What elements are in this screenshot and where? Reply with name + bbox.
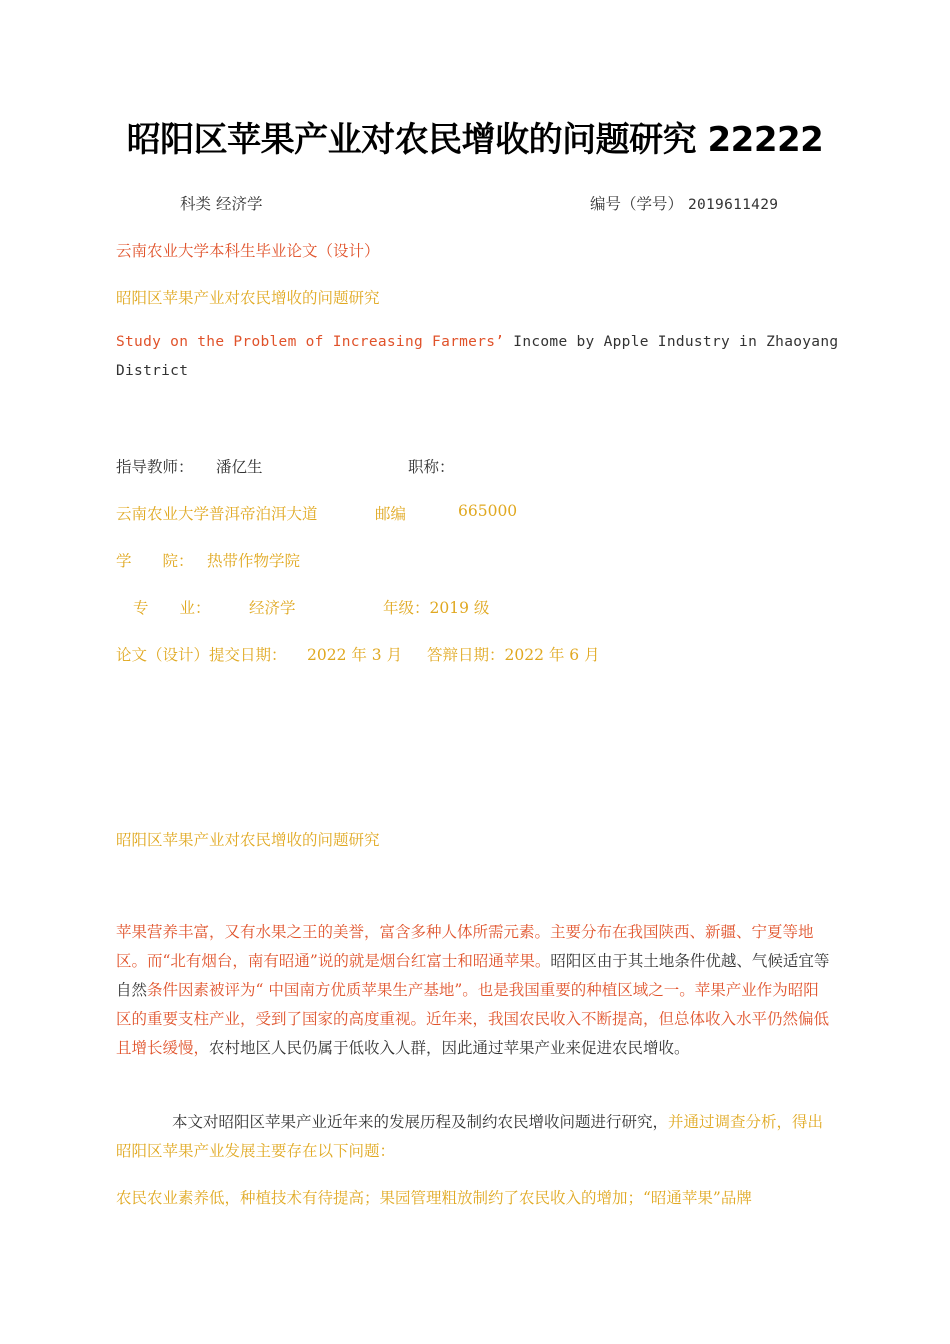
- english-title-part1: Study on the Problem of Increasing Farmers’: [116, 334, 505, 350]
- zip-value: 665000: [458, 502, 518, 520]
- category-value: 经济学: [215, 195, 263, 213]
- paragraph2-segment-gold: 并通过调查分析，得出昭阳区苹果产业发展主要存在以下问题：: [116, 1113, 824, 1160]
- english-title-line1: [116, 334, 838, 350]
- paragraph1-segment-dark2: 农村地区人民仍属于低收入人群，因此通过苹果产业来促进农民增收。: [209, 1039, 690, 1057]
- abstract-paragraph-3: 农民农业素养低，种植技术有待提高；果园管理粗放制约了农民收入的增加；“昭通苹果”品牌: [116, 1189, 752, 1207]
- college-label: 学 院：: [116, 552, 194, 570]
- zip-label: 邮编: [375, 505, 407, 523]
- college-value: 热带作物学院: [207, 552, 301, 570]
- page-title: 昭阳区苹果产业对农民增收的问题研究 22222: [126, 120, 824, 160]
- paragraph1-segment-red2: 条件因素被评为“ 中国南方优质苹果生产基地”。也是我国重要的种植区域之一。苹果产业作为昭阳区的重要支柱产业，受到了国家的高度重视。近年来，我国农民收入不断提高，但总体收入水平仍然偏低且增长缓慢，: [116, 981, 830, 1057]
- rank-label: 职称：: [408, 458, 455, 476]
- abstract-title: 昭阳区苹果产业对农民增收的问题研究: [116, 831, 380, 849]
- grade-value: 年级：2019 级: [383, 599, 490, 617]
- abstract-paragraph-1: [116, 918, 834, 1063]
- abstract-paragraph-2: [116, 1108, 834, 1166]
- student-no-field: [590, 192, 778, 214]
- category-label: 科类: [180, 195, 212, 213]
- submit-date-value: 2022 年 3 月: [307, 646, 403, 664]
- english-title-line2: District: [116, 363, 189, 379]
- student-no-value: 2019611429: [687, 197, 779, 213]
- address-value: 云南农业大学普洱帝泊洱大道: [116, 505, 318, 523]
- paragraph1-segment-dark1: 昭阳区由于其土地条件优越、气候适宜等自然: [116, 952, 830, 999]
- english-title-part2: Income by Apple Industry in Zhaoyang: [504, 334, 839, 350]
- paragraph1-segment-red1: 苹果营养丰富，又有水果之王的美誉，富含多种人体所需元素。主要分布在我国陕西、新疆、宁夏等地区。而“北有烟台，南有昭通”说的就是烟台红富士和昭通苹果。: [116, 923, 814, 970]
- major-value: 经济学: [249, 599, 296, 617]
- advisor-label: 指导教师：: [116, 458, 194, 476]
- university-line: 云南农业大学本科生毕业论文（设计）: [116, 242, 380, 260]
- major-label: 专 业：: [133, 599, 211, 617]
- student-no-label: 编号（学号）: [590, 195, 684, 213]
- category-field: [180, 192, 262, 214]
- chinese-title: 昭阳区苹果产业对农民增收的问题研究: [116, 289, 380, 307]
- advisor-value: 潘亿生: [216, 458, 263, 476]
- defense-date: 答辩日期：2022 年 6 月: [427, 646, 600, 664]
- paragraph2-segment-dark: 本文对昭阳区苹果产业近年来的发展历程及制约农民增收问题进行研究，: [172, 1113, 669, 1131]
- submit-date-label: 论文（设计）提交日期：: [116, 646, 287, 664]
